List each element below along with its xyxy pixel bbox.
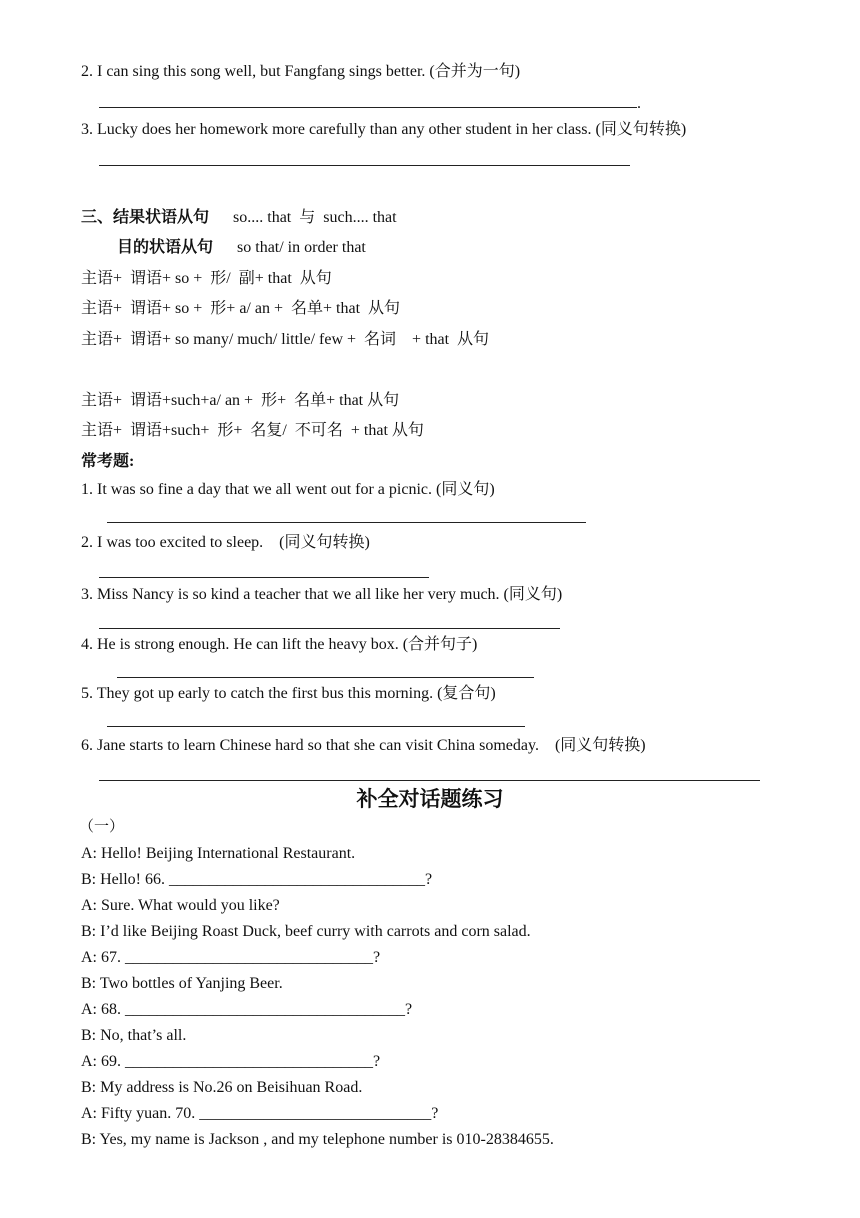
answer-line (107, 522, 586, 523)
dialogue-line: B: Hello! 66. ________________________________? (81, 871, 433, 888)
pattern-line: 主语+ 谓语+ so + 形/ 副+ that 从句 (81, 270, 332, 287)
answer-line (99, 107, 637, 108)
question-2-merge: 2. I can sing this song well, but Fangfang sings better. (合并为一句) (81, 63, 521, 80)
dialogue-line: A: 69. _______________________________? (81, 1053, 381, 1070)
pattern-line: 主语+ 谓语+such+ 形+ 名复/ 不可名 + that 从句 (81, 422, 424, 439)
exercise-question: 3. Miss Nancy is so kind a teacher that we all like her very much. (同义句) (81, 586, 563, 603)
dialogue-line: B: I’d like Beijing Roast Duck, beef curry with carrots and corn salad. (81, 923, 531, 940)
question-3-rewrite: 3. Lucky does her homework more carefully than any other student in her class. (同义句转换) (81, 121, 687, 138)
subtitle-rest: so that/ in order that (237, 239, 366, 256)
section-title-bold: 结果状语从句 (113, 209, 210, 226)
pattern-line: 主语+ 谓语+such+a/ an + 形+ 名单+ that 从句 (81, 392, 400, 409)
dialogue-line: A: Fifty yuan. 70. _____________________________? (81, 1105, 439, 1122)
answer-line (117, 677, 534, 678)
subtitle-bold: 目的状语从句 (117, 239, 214, 256)
dialogue-line: A: 67. _______________________________? (81, 949, 381, 966)
dialogue-heading: 补全对话题练习 (356, 787, 504, 811)
answer-line (99, 780, 760, 781)
pattern-line: 主语+ 谓语+ so + 形+ a/ an + 名单+ that 从句 (81, 300, 401, 317)
answer-line (99, 628, 560, 629)
answer-line (107, 726, 525, 727)
exercise-question: 5. They got up early to catch the first bus this morning. (复合句) (81, 685, 496, 702)
dialogue-line: B: No, that’s all. (81, 1027, 187, 1044)
answer-line (99, 165, 630, 166)
section-title-rest: so.... that 与 such.... that (233, 209, 397, 226)
exercise-question: 6. Jane starts to learn Chinese hard so that she can visit China someday. (同义句转换) (81, 737, 646, 754)
pattern-line: 主语+ 谓语+ so many/ much/ little/ few + 名词 + that 从句 (81, 331, 490, 348)
dialogue-line: B: Two bottles of Yanjing Beer. (81, 975, 283, 992)
answer-line (99, 577, 429, 578)
exercise-question: 1. It was so fine a day that we all went out for a picnic. (同义句) (81, 481, 495, 498)
exercise-question: 2. I was too excited to sleep. (同义句转换) (81, 534, 370, 551)
answer-line-end: . (637, 95, 641, 112)
exercise-question: 4. He is strong enough. He can lift the heavy box. (合并句子) (81, 636, 478, 653)
dialogue-line: A: Hello! Beijing International Restaurant. (81, 845, 356, 862)
section-number: 三、 (81, 209, 114, 226)
dialogue-line: B: My address is No.26 on Beisihuan Road. (81, 1079, 363, 1096)
dialogue-part-label: （一） (79, 819, 125, 835)
dialogue-line: A: 68. ___________________________________? (81, 1001, 413, 1018)
section-subtitle (117, 238, 366, 258)
dialogue-line: B: Yes, my name is Jackson , and my telephone number is 010-28384655. (81, 1131, 554, 1148)
dialogue-line: A: Sure. What would you like? (81, 897, 280, 914)
common-questions-label: 常考题: (81, 453, 135, 470)
section-title (81, 208, 397, 228)
